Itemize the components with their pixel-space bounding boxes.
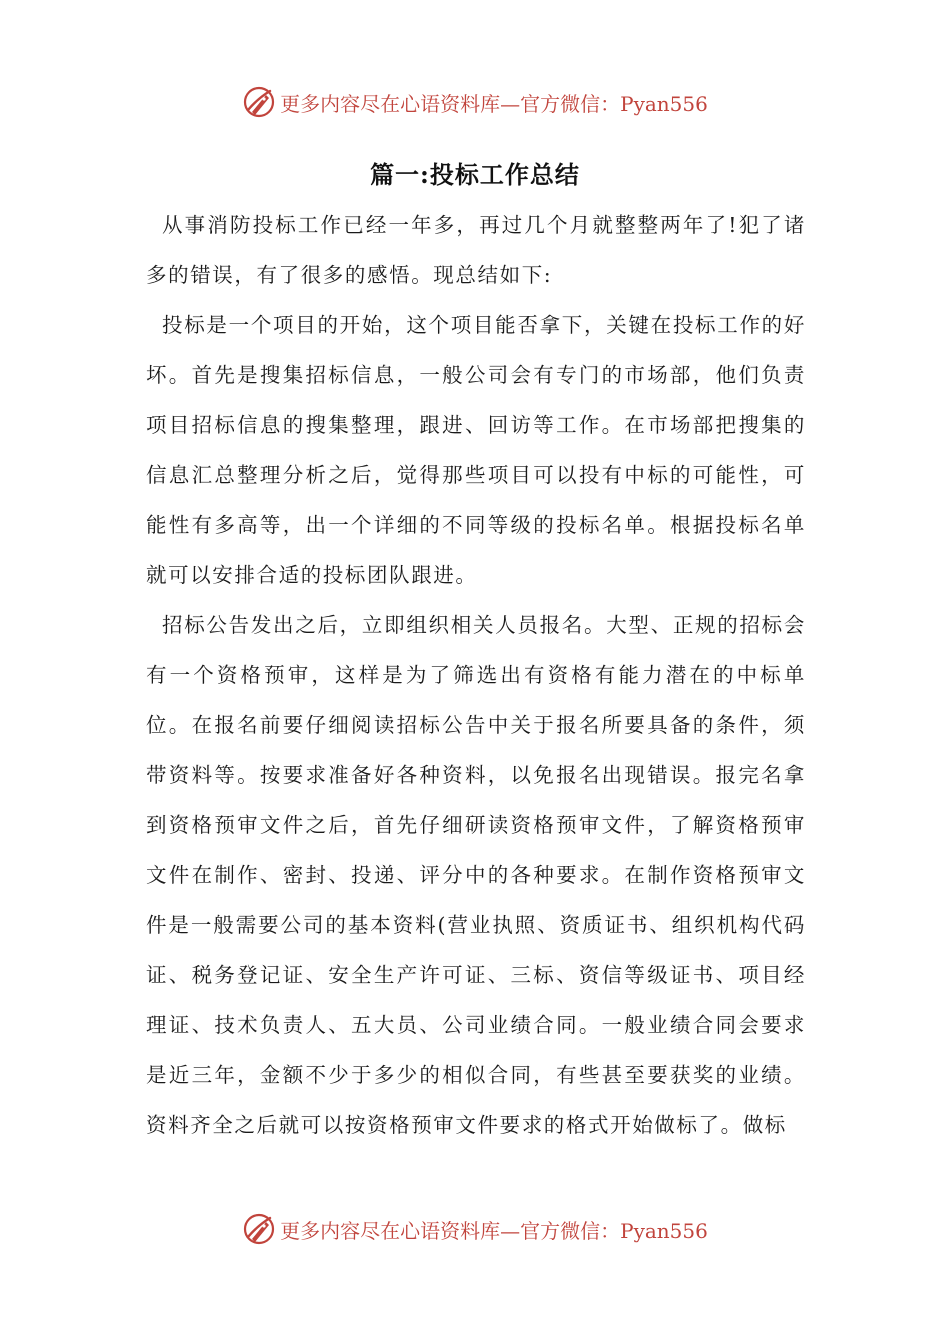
document-body [146, 200, 806, 1150]
pen-nib-icon [242, 1212, 276, 1246]
paragraph-2: 投标是一个项目的开始，这个项目能否拿下，关键在投标工作的好坏。首先是搜集招标信息，一般公司会有专门的市场部，他们负责项目招标信息的搜集整理，跟进、回访等工作。在市场部把搜集的信息汇总整理分析之后，觉得那些项目可以投有中标的可能性，可能性有多高等，出一个详细的不同等级的投标名单。根据投标名单就可以安排合适的投标团队跟进。 [146, 313, 806, 587]
footer-watermark-banner [0, 1209, 950, 1249]
paragraph-3: 招标公告发出之后，立即组织相关人员报名。大型、正规的招标会有一个资格预审，这样是为了筛选出有资格有能力潜在的中标单位。在报名前要仔细阅读招标公告中关于报名所要具备的条件，须带资料等。按要求准备好各种资料，以免报名出现错误。报完名拿到资格预审文件之后，首先仔细研读资格预审文件，了解资格预审文件在制作、密封、投递、评分中的各种要求。在制作资格预审文件是一般需要公司的基本资料(营业执照、资质证书、组织机构代码证、税务登记证、安全生产许可证、三标、资信等级证书、项目经理证、技术负责人、五大员、公司业绩合同。一般业绩合同会要求是近三年，金额不少于多少的相似合同，有些甚至要获奖的业绩。资料齐全之后就可以按资格预审文件要求的格式开始做标了。做标 [146, 613, 806, 1137]
banner-text: 更多内容尽在心语资料库—官方微信：Pyan556 [280, 1218, 708, 1243]
paragraph-1: 从事消防投标工作已经一年多，再过几个月就整整两年了!犯了诸多的错误，有了很多的感悟。现总结如下: [146, 213, 806, 287]
page-title: 篇一:投标工作总结 [370, 160, 580, 189]
header-watermark-banner [0, 82, 950, 122]
pen-nib-icon [242, 85, 276, 119]
banner-text: 更多内容尽在心语资料库—官方微信：Pyan556 [280, 91, 708, 116]
